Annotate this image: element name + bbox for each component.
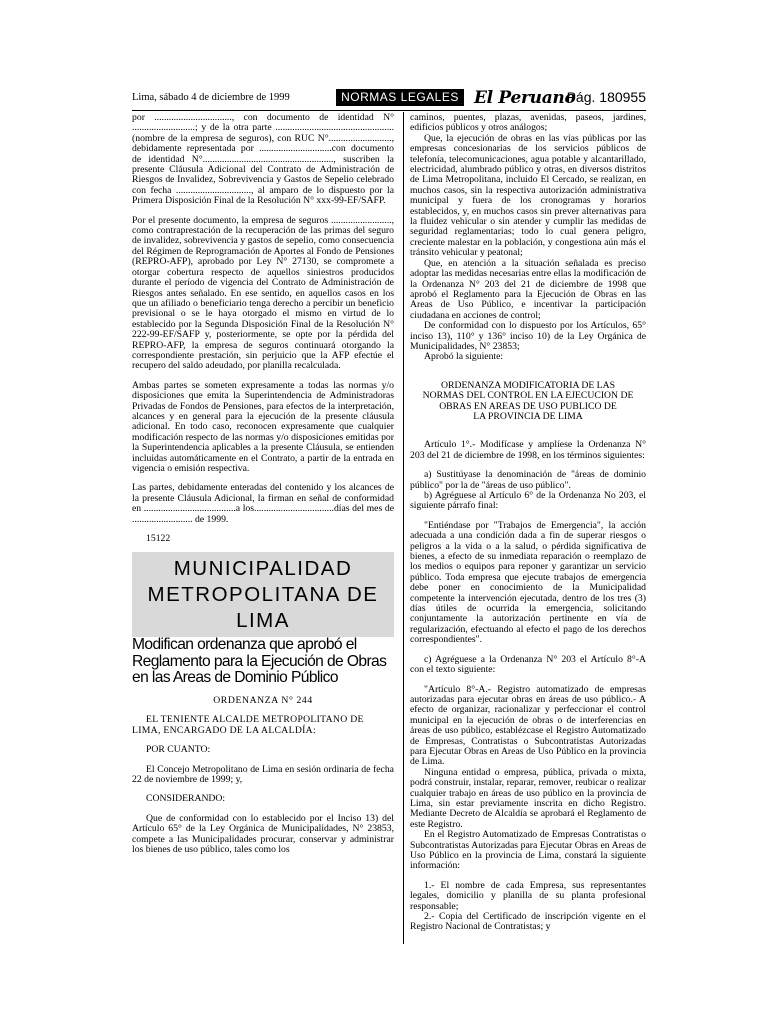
considerando-heading: CONSIDERANDO: — [146, 793, 226, 805]
paragraph: 1.- El nombre de cada Empresa, sus representantes legales, domicilio y planilla de su planta profesional responsable; — [410, 879, 646, 912]
paragraph: Ambas partes se someten expresamente a todas las normas y/o disposiciones que emita la Superintendencia de Administradoras Privadas de Fondos de Pensiones, para efectos de la interpretación, alcances y en general para la ejecución de la presente cláusula adicional. En todo caso, reconocen expresamente que cualquier modificación respecto de las normas y/o disposiciones emitidas por la Superintendencia aplicables a la presente Cláusula, se entienden incluidas automáticamente en el Contrato, a partir de la entrada en vigencia o emisión respectiva. — [132, 379, 394, 474]
paragraph: En el Registro Automatizado de Empresas Contratistas o Subcontratistas Autorizadas para Ejecutar Obras en Areas de Uso Público en la provincia de Lima, constará la siguiente información: — [410, 829, 646, 872]
column-divider — [403, 112, 404, 944]
title-line: NORMAS DEL CONTROL EN LA EJECUCION DE — [422, 390, 634, 402]
paragraph: De conformidad con lo dispuesto por los Artículos, 65° inciso 13), 110° y 136° inciso 10) de la Ley Orgánica de Municipalidades, N° 23853; — [410, 320, 646, 352]
paragraph: a) Sustitúyase la denominación de "áreas de dominio público" por la de "áreas de uso público". — [410, 469, 646, 491]
paragraph: Las partes, debidamente enteradas del contenido y los alcances de la presente Cláusula Adicional, la firman en señal de conformidad en ......................................a los.................................días del mes de ......................... de 1999. — [132, 482, 394, 525]
left-column — [132, 113, 394, 855]
mayor-heading: EL TENIENTE ALCALDE METROPOLITANO DE LIMA, ENCARGADO DE LA ALCALDÍA: — [132, 714, 364, 736]
municipality-line: MUNICIPALIDAD — [173, 557, 353, 581]
paragraph: "Entiéndase por "Trabajos de Emergencia", la acción adecuada a una condición dada a fin de superar riesgos o peligros a la vida o a la salud, o pérdida significativa de bienes, a efecto de su inmediata reparación o reemplazo de los medios o equipos para reponer y garantizar un servicio público. Toda empresa que ejecute trabajos de emergencia debe poner en conocimiento de la Municipalidad competente la intervención ejecutada, dentro de los tres (3) días útiles de ocurrida la emergencia, solicitando conjuntamente la autorización pertinente en vía de regularización, efectuando al efecto el pago de los derechos correspondientes". — [410, 519, 646, 646]
section-label: NORMAS LEGALES — [336, 89, 464, 106]
paragraph: Aprobó la siguiente: — [424, 351, 504, 363]
paragraph: b) Agréguese al Artículo 6° de la Ordenanza No 203, el siguiente párrafo final: — [410, 490, 646, 512]
header-rule — [132, 110, 646, 111]
municipality-banner — [132, 552, 394, 637]
publication-code: 15122 — [146, 533, 171, 545]
paragraph: c) Agréguese a la Ordenanza N° 203 el Artículo 8°-A con el texto siguiente: — [410, 653, 646, 676]
page-number: Pág. 180955 — [566, 89, 646, 105]
right-column — [410, 113, 646, 933]
paragraph: Por el presente documento, la empresa de seguros ........................., como contraprestación de la recuperación de las primas del seguro de invalidez, sobrevivencia y gastos de sepelio, como consecuencia del Régimen de Reprogramación de Aportes al Fondo de Pensiones (REPRO-AFP), aprobado por Ley N° 27130, se compromete a otorgar cobertura respecto de aquellos siniestros producidos durante el período de vigencia del Contrato de Administración de Riesgos antes señalado. En ese sentido, en aquellos casos en los que un afiliado o beneficiario tenga derecho a percibir un beneficio previsional o se le haya otorgado el mismo en virtud de lo establecido por la Segunda Disposición Final de la Resolución N° 222-99-EF/SAFP y, posteriormente, se opte por la pérdida del REPRO-AFP, la empresa de seguros continuará otorgando la correspondiente prestación, sin perjuicio que la AFP efectúe el recupero del saldo adeudado, por planilla recalculada. — [132, 214, 394, 372]
ordinance-title — [410, 381, 646, 423]
paragraph: caminos, puentes, plazas, avenidas, paseos, jardines, edificios públicos y otros análogos; — [410, 112, 646, 134]
title-line: ORDENANZA MODIFICATORIA DE LAS — [441, 379, 615, 391]
paragraph: por ................................, con documento de identidad N° ..........................; y de la otra parte .................................................(nombre de la empresa de seguros), con RUC N°.........................., debidamente representada por ..............................con documento de identidad N°......................................................, suscriben la presente Cláusula Adicional del Contrato de Administración de Riesgos de Invalidez, Sobrevivencia y Gastos de Sepelio celebrado con fecha ..............................., al amparo de lo dispuesto por la Primera Disposición Final de la Resolución N° xxx-99-EF/SAFP. — [132, 112, 394, 207]
paragraph: 2.- Copia del Certificado de inscripción vigente en el Registro Nacional de Contratistas; y — [410, 911, 646, 933]
por-cuanto-heading: POR CUANTO: — [146, 744, 211, 756]
paragraph: Ninguna entidad o empresa, pública, privada o mixta, podrá construir, instalar, reparar, remover, reubicar o realizar cualquier trabajo en áreas de uso público en la provincia de Lima, sin estar previamente inscrita en dicho Registro. Mediante Decreto de Alcaldía se aprobará el Reglamento de este Registro. — [410, 766, 646, 830]
paragraph: "Artículo 8°-A.- Registro automatizado de empresas autorizadas para ejecutar obras en áreas de uso público.- A efecto de organizar, racionalizar y perfeccionar el control municipal en la ejecución de obras o de interferencias en áreas de uso público, establézcase el Registro Automatizado de Empresas, Contratistas o Subcontratistas Autorizadas para Ejecutar Obras en Areas de Uso Público en la provincia de Lima. — [410, 683, 646, 768]
paragraph: Que de conformidad con lo establecido por el Inciso 13) del Artículo 65° de la Ley Orgánica de Municipalidades, N° 23853, compete a las Municipalidades procurar, conservar y administrar los bienes de uso público, tales como los — [132, 812, 394, 855]
article-headline: Modifican ordenanza que aprobó el Reglamento para la Ejecución de Obras en las Areas de Dominio Público — [132, 636, 387, 687]
paragraph: Artículo 1°.- Modifícase y amplíese la Ordenanza N° 203 del 21 de diciembre de 1998, en los términos siguientes: — [410, 439, 646, 461]
ordinance-number: ORDENANZA N° 244 — [213, 694, 313, 706]
newspaper-logo: El Peruano — [474, 88, 576, 108]
paragraph: El Concejo Metropolitano de Lima en sesión ordinaria de fecha 22 de noviembre de 1999; y, — [132, 763, 394, 785]
title-line: OBRAS EN AREAS DE USO PUBLICO DE — [439, 400, 617, 412]
municipality-line: METROPOLITANA DE — [147, 583, 379, 607]
paragraph: Que, la ejecución de obras en las vías públicas por las empresas concesionarias de los servicios públicos de telefonía, telecomunicaciones, agua potable y alcantarillado, electricidad, alumbrado público y otras, en diversos distritos de Lima Metropolitana, incluido El Cercado, se realizan, en muchos casos, sin la respectiva autorización administrativa municipal y fuera de los cronogramas y horarios establecidos, y, en muchos casos sin prever alternativas para la fluidez vehicular o sin atender y cumplir las medidas de seguridad reglamentarias; todo lo cual genera peligro, creciente malestar en la población, y congestiona aún más el tránsito vehicular y peatonal; — [410, 132, 646, 259]
title-line: LA PROVINCIA DE LIMA — [473, 410, 583, 422]
issue-date: Lima, sábado 4 de diciembre de 1999 — [132, 92, 290, 103]
municipality-line: LIMA — [236, 609, 290, 633]
page-header — [132, 89, 646, 107]
paragraph: Que, en atención a la situación señalada es preciso adoptar las medidas necesarias entre ellas la modificación de la Ordenanza N° 203 del 21 de diciembre de 1998 que aprobó el Reglamento para la Ejecución de Obras en las Areas de Uso Público, e incentivar la participación ciudadana en acciones de control; — [410, 257, 646, 321]
